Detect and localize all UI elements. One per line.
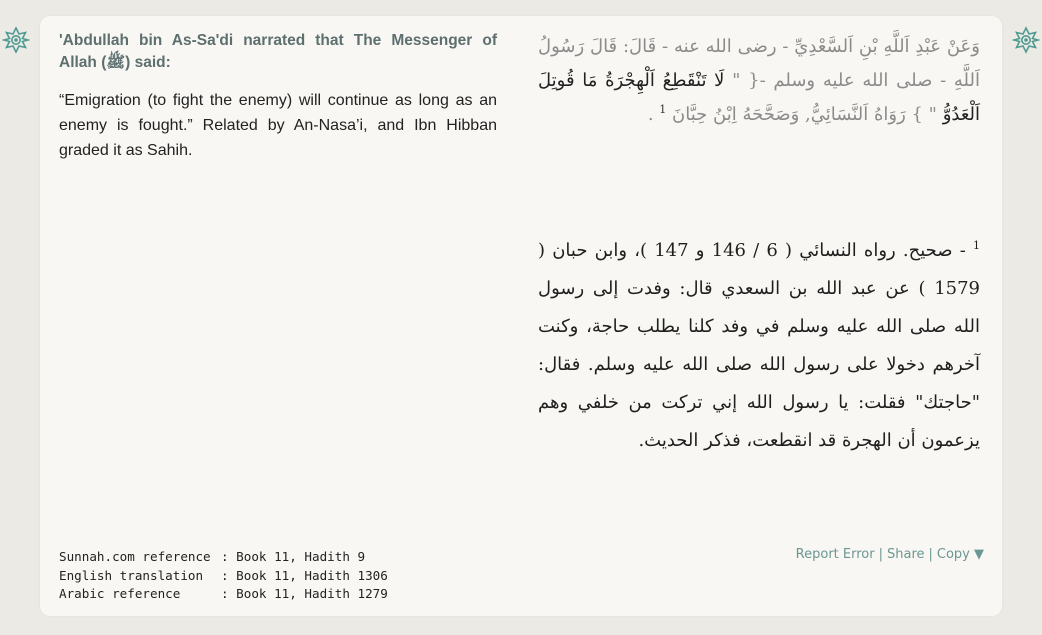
separator: | [878, 547, 883, 562]
reference-value: Book 11, Hadith 9 [236, 549, 366, 564]
reference-row: Sunnah.com reference : Book 11, Hadith 9 [59, 548, 388, 567]
references-block [59, 548, 388, 604]
arabic-end: . [647, 104, 660, 125]
arabic-tail: " } رَوَاهُ اَلنَّسَائِيُّ, وَصَحَّحَهُ اِبْنُ حِبَّانَ [672, 104, 937, 125]
reference-value: Book 11, Hadith 1279 [236, 586, 388, 601]
share-link[interactable]: Share [886, 547, 925, 562]
reference-row: Arabic reference : Book 11, Hadith 1279 [59, 585, 388, 604]
arabic-footnote-marker[interactable]: 1 [659, 103, 667, 116]
reference-label: Sunnah.com reference [59, 549, 211, 564]
arabic-footnote [538, 232, 980, 460]
reference-label: Arabic reference [59, 586, 181, 601]
arabic-isnad: وَعَنْ عَبْدِ اَللَّهِ بْنِ اَلسَّعْدِيِّ - رضى الله عنه - قَالَ: قَالَ رَسُولُ اَللَّهِ - صلى الله عليه وسلم -{ " [538, 36, 980, 91]
arabic-hadith-text [538, 30, 980, 132]
english-hadith-text: “Emigration (to fight the enemy) will continue as long as an enemy is fought.” Related by An-Nasa’i, and Ibn Hibban graded it as Sahih. [59, 92, 497, 159]
footnote-marker: 1 [973, 239, 980, 252]
star-ornament-icon [2, 26, 30, 54]
star-ornament-icon [1012, 26, 1040, 54]
hadith-actions [796, 547, 984, 562]
reference-row: English translation : Book 11, Hadith 1306 [59, 567, 388, 586]
reference-label: English translation [59, 567, 204, 583]
hadith-card [40, 16, 1002, 616]
english-narrator: 'Abdullah bin As-Sa'di narrated that The Messenger of Allah (ﷺ) said: [59, 32, 497, 71]
reference-value: Book 11, Hadith 1306 [236, 567, 388, 583]
english-container [59, 30, 497, 163]
arabic-matn: لَا تَنْقَطِعُ اَلْهِجْرَةُ مَا قُوتِلَ اَلْعَدُوُّ [538, 70, 980, 125]
copy-dropdown[interactable]: Copy ▼ [936, 547, 984, 562]
report-error-link[interactable]: Report Error [795, 547, 875, 562]
separator: | [928, 547, 933, 562]
footnote-text: - صحيح. رواه النسائي ( 6 / 146 و 147 )، وابن حبان ( 1579 ) عن عبد الله بن السعدي قال: وفدت إلى رسول الله صلى الله عليه وسلم في وفد كلنا يطلب حاجة، وكنت آخرهم دخولا على رسول الله صلى الله عليه وسلم. فقال: "حاجتك" فقلت: يا رسول الله إني تركت من خلفي وهم يزعمون أن الهجرة قد انقطعت، فذكر الحديث. [538, 240, 980, 451]
